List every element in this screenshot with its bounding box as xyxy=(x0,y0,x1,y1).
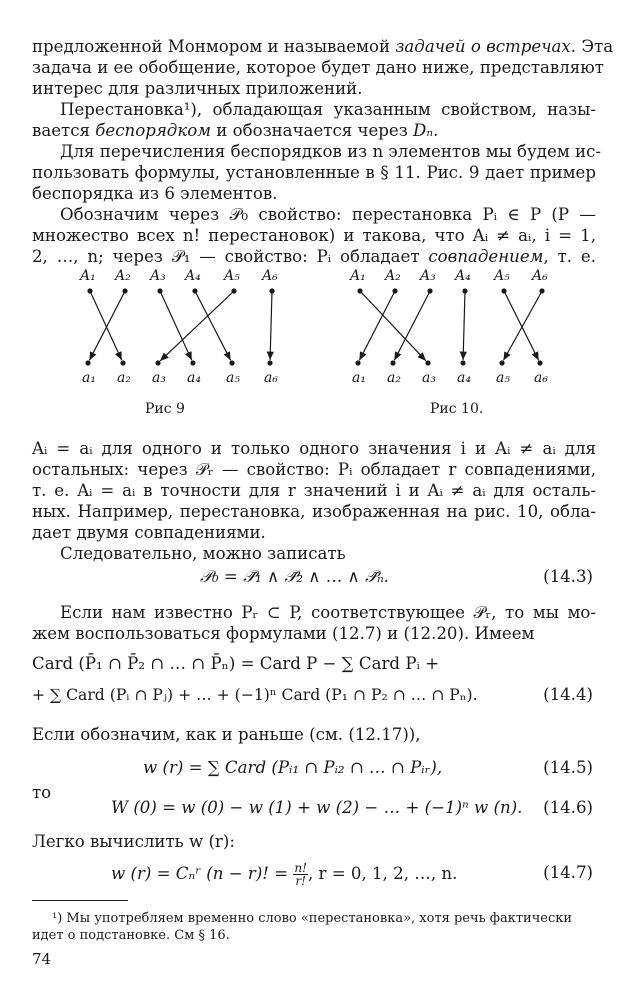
fig9-bottom-label: a₁ xyxy=(82,370,96,386)
fig9-top-label: A₄ xyxy=(185,268,201,284)
fig10-bottom-node xyxy=(460,360,465,365)
text-line: беспорядка из 6 элементов. xyxy=(32,184,278,203)
text-line: Легко вычислить w (r): xyxy=(32,832,235,851)
fig9-top-node xyxy=(122,288,127,293)
fig10-top-label: A₄ xyxy=(455,268,471,284)
figure-9-caption: Рис 9 xyxy=(145,401,185,417)
equation-number: (14.5) xyxy=(543,758,593,777)
fig9-top-node xyxy=(231,288,236,293)
equation-number: (14.7) xyxy=(543,863,593,882)
text-line: Следовательно, можно записать xyxy=(60,544,346,563)
equation-14-5: w (r) = ∑ Card (Pᵢ₁ ∩ Pᵢ₂ ∩ … ∩ Pᵢᵣ), xyxy=(143,758,443,777)
fig10-top-node xyxy=(539,288,544,293)
text-line: Если обозначим, как и раньше (см. (12.17)), xyxy=(32,725,421,744)
fig9-bottom-label: a₆ xyxy=(264,370,278,386)
fig9-mapping-arrow xyxy=(195,291,231,360)
text-line: множество всех n! перестановок) и такова, что Aᵢ ≠ aᵢ, i = 1, xyxy=(32,226,596,245)
fig10-bottom-label: a₆ xyxy=(534,370,548,386)
fig9-top-node xyxy=(269,288,274,293)
text-line: Если нам известно Pᵣ ⊂ P, соответствующее 𝒫ᵣ, то мы мо- xyxy=(60,603,596,622)
fig9-top-node xyxy=(192,288,197,293)
text-line: вается беспорядком и обозначается через Dₙ. xyxy=(32,121,439,140)
fig10-top-label: A₃ xyxy=(420,268,436,284)
fig9-mapping-arrow xyxy=(270,291,272,360)
text-line: пользовать формулы, установленные в § 11. Рис. 9 дает пример xyxy=(32,163,596,182)
fig10-mapping-arrow xyxy=(359,291,395,360)
figure-10-caption: Рис 10. xyxy=(430,401,484,417)
equation-14-3: 𝒫₀ = 𝒫̄₁ ∧ 𝒫̄₂ ∧ … ∧ 𝒫̄ₙ. xyxy=(200,567,389,586)
fig10-bottom-node xyxy=(499,360,504,365)
fig10-mapping-arrow xyxy=(463,291,465,360)
text-line: Aᵢ = aᵢ для одного и только одного значения i и Aᵢ ≠ aᵢ для xyxy=(32,439,596,458)
text-line: интерес для различных приложений. xyxy=(32,79,363,98)
fig10-bottom-node xyxy=(537,360,542,365)
fig10-top-label: A₅ xyxy=(494,268,510,284)
text-line: задача и ее обобщение, которое будет дано ниже, представляют xyxy=(32,58,604,77)
fig10-bottom-label: a₂ xyxy=(387,370,401,386)
fig9-top-label: A₂ xyxy=(115,268,131,284)
fig9-bottom-node xyxy=(190,360,195,365)
fig9-mapping-arrow xyxy=(160,291,234,361)
fig9-bottom-label: a₅ xyxy=(226,370,240,386)
fig9-top-label: A₁ xyxy=(80,268,96,284)
footnote-line: ¹) Мы употребляем временно слово «перестановка», хотя речь фактически xyxy=(52,911,573,926)
text-line: предложенной Монмором и называемой задачей о встречах. Эта xyxy=(32,37,614,56)
equation-number: (14.3) xyxy=(543,567,593,586)
fig9-top-label: A₅ xyxy=(224,268,240,284)
text-line: т. е. Aᵢ = aᵢ в точности для r значений i и Aᵢ ≠ aᵢ для осталь- xyxy=(32,481,596,500)
text-line: дает двумя совпадениями. xyxy=(32,523,266,542)
fig10-bottom-label: a₄ xyxy=(457,370,471,386)
footnote-line: идет о подстановке. См § 16. xyxy=(32,928,230,943)
fig9-top-label: A₆ xyxy=(262,268,278,284)
fig10-top-label: A₂ xyxy=(385,268,401,284)
footnote-rule xyxy=(32,900,128,901)
page-number: 74 xyxy=(32,950,52,968)
text-line: Перестановка¹), обладающая указанным свойством, назы- xyxy=(60,100,596,119)
figure-9-diagram xyxy=(60,268,300,388)
fig9-bottom-node xyxy=(155,360,160,365)
equation-14-4-line1: Card (P̄₁ ∩ P̄₂ ∩ … ∩ P̄ₙ) = Card P − ∑ Card Pᵢ + xyxy=(32,654,440,673)
fraction: $\frac{n!}{r!}$ xyxy=(294,861,307,888)
fig10-bottom-node xyxy=(425,360,430,365)
text-line: Обозначим через 𝒫₀ свойство: перестановка Pᵢ ∈ P (P — xyxy=(60,205,596,224)
fig9-bottom-label: a₄ xyxy=(187,370,201,386)
text-line: жем воспользоваться формулами (12.7) и (12.20). Имеем xyxy=(32,624,535,643)
equation-14-4-line2: + ∑ Card (Pᵢ ∩ Pⱼ) + … + (−1)ⁿ Card (P₁ ∩ P₂ ∩ … ∩ Pₙ). xyxy=(32,686,478,704)
fig9-top-node xyxy=(87,288,92,293)
fig9-top-label: A₃ xyxy=(150,268,166,284)
fig10-top-label: A₁ xyxy=(350,268,366,284)
fig9-bottom-node xyxy=(229,360,234,365)
fig10-bottom-node xyxy=(355,360,360,365)
text-line: ных. Например, перестановка, изображенная на рис. 10, обла- xyxy=(32,502,596,521)
text-line: остальных: через 𝒫ᵣ — свойство: Pᵢ обладает r совпадениями, xyxy=(32,460,596,479)
text-line: 2, …, n; через 𝒫₁ — свойство: Pᵢ обладает совпадением, т. е. xyxy=(32,247,597,266)
fig9-bottom-node xyxy=(267,360,272,365)
text-line: то xyxy=(32,783,52,802)
fig9-bottom-node xyxy=(85,360,90,365)
equation-number: (14.6) xyxy=(543,798,593,817)
fig10-top-label: A₆ xyxy=(532,268,548,284)
text-line: Для перечисления беспорядков из n элементов мы будем ис- xyxy=(60,142,601,161)
equation-14-6: W (0) = w (0) − w (1) + w (2) − … + (−1)ⁿ w (n). xyxy=(111,798,523,817)
fig9-top-node xyxy=(157,288,162,293)
fig9-mapping-arrow xyxy=(160,291,192,360)
equation-number: (14.4) xyxy=(543,685,593,704)
fig10-bottom-node xyxy=(390,360,395,365)
fig10-top-node xyxy=(462,288,467,293)
fig10-top-node xyxy=(357,288,362,293)
fig10-mapping-arrow xyxy=(360,291,426,361)
fig9-bottom-label: a₂ xyxy=(117,370,131,386)
fig10-bottom-label: a₃ xyxy=(422,370,436,386)
fig10-top-node xyxy=(427,288,432,293)
fig10-top-node xyxy=(392,288,397,293)
fig10-top-node xyxy=(501,288,506,293)
fig9-bottom-label: a₃ xyxy=(152,370,166,386)
fig10-bottom-label: a₅ xyxy=(496,370,510,386)
fig9-bottom-node xyxy=(120,360,125,365)
figure-10-diagram xyxy=(330,268,570,388)
fig10-bottom-label: a₁ xyxy=(352,370,366,386)
equation-14-7: w (r) = Cₙʳ (n − r)! = $\frac{n!}{r!}$ , r = 0, 1, 2, …, n. xyxy=(111,861,458,888)
fig10-mapping-arrow xyxy=(394,291,430,360)
